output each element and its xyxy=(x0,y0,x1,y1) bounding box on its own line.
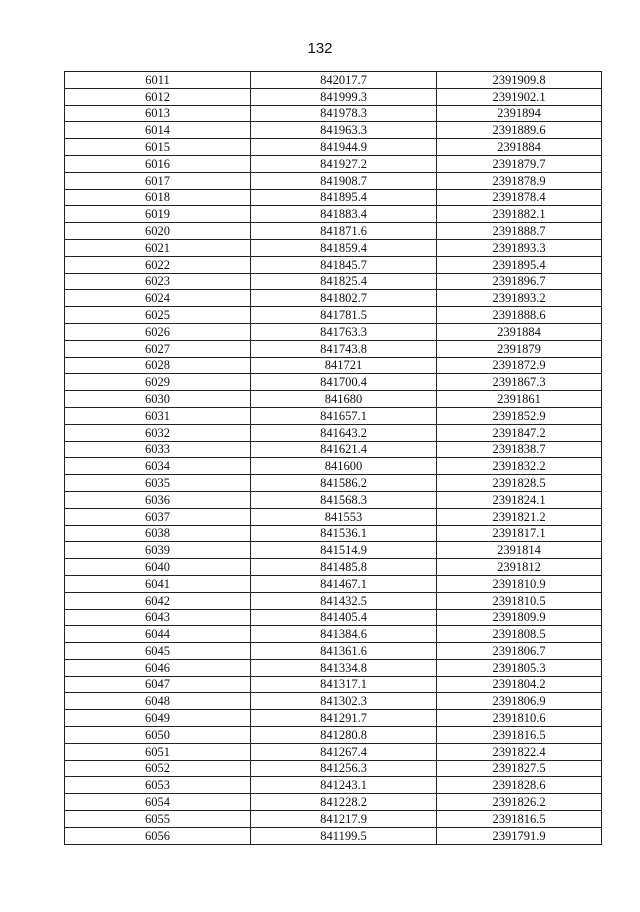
y-coordinate-cell: 2391838.7 xyxy=(437,441,602,458)
y-coordinate-cell: 2391828.5 xyxy=(437,475,602,492)
table-row xyxy=(65,88,602,105)
table-row xyxy=(65,542,602,559)
point-id-cell: 6014 xyxy=(65,122,251,139)
table-row xyxy=(65,374,602,391)
x-coordinate-cell: 841895.4 xyxy=(251,189,437,206)
point-id-cell: 6034 xyxy=(65,458,251,475)
table-row xyxy=(65,441,602,458)
table-row xyxy=(65,323,602,340)
x-coordinate-cell: 841291.7 xyxy=(251,710,437,727)
point-id-cell: 6049 xyxy=(65,710,251,727)
table-row xyxy=(65,592,602,609)
point-id-cell: 6017 xyxy=(65,172,251,189)
point-id-cell: 6035 xyxy=(65,475,251,492)
point-id-cell: 6021 xyxy=(65,239,251,256)
x-coordinate-cell: 841302.3 xyxy=(251,693,437,710)
x-coordinate-cell: 841514.9 xyxy=(251,542,437,559)
table-row xyxy=(65,391,602,408)
x-coordinate-cell: 841802.7 xyxy=(251,290,437,307)
y-coordinate-cell: 2391817.1 xyxy=(437,525,602,542)
x-coordinate-cell: 841361.6 xyxy=(251,643,437,660)
table-row xyxy=(65,139,602,156)
x-coordinate-cell: 841256.3 xyxy=(251,760,437,777)
x-coordinate-cell: 841680 xyxy=(251,391,437,408)
x-coordinate-cell: 841199.5 xyxy=(251,827,437,844)
table-row xyxy=(65,693,602,710)
x-coordinate-cell: 841405.4 xyxy=(251,609,437,626)
x-coordinate-cell: 841568.3 xyxy=(251,491,437,508)
x-coordinate-cell: 841432.5 xyxy=(251,592,437,609)
table-row xyxy=(65,72,602,89)
table-row xyxy=(65,122,602,139)
x-coordinate-cell: 841384.6 xyxy=(251,626,437,643)
table-row xyxy=(65,189,602,206)
point-id-cell: 6027 xyxy=(65,340,251,357)
point-id-cell: 6048 xyxy=(65,693,251,710)
x-coordinate-cell: 841825.4 xyxy=(251,273,437,290)
table-row xyxy=(65,559,602,576)
y-coordinate-cell: 2391879 xyxy=(437,340,602,357)
table-row xyxy=(65,626,602,643)
y-coordinate-cell: 2391888.6 xyxy=(437,307,602,324)
point-id-cell: 6038 xyxy=(65,525,251,542)
y-coordinate-cell: 2391872.9 xyxy=(437,357,602,374)
y-coordinate-cell: 2391895.4 xyxy=(437,256,602,273)
x-coordinate-cell: 841317.1 xyxy=(251,676,437,693)
point-id-cell: 6018 xyxy=(65,189,251,206)
point-id-cell: 6023 xyxy=(65,273,251,290)
y-coordinate-cell: 2391822.4 xyxy=(437,743,602,760)
table-row xyxy=(65,357,602,374)
y-coordinate-cell: 2391810.9 xyxy=(437,575,602,592)
table-row xyxy=(65,172,602,189)
point-id-cell: 6046 xyxy=(65,659,251,676)
point-id-cell: 6031 xyxy=(65,407,251,424)
point-id-cell: 6055 xyxy=(65,811,251,828)
table-row xyxy=(65,340,602,357)
x-coordinate-cell: 841781.5 xyxy=(251,307,437,324)
x-coordinate-cell: 841334.8 xyxy=(251,659,437,676)
x-coordinate-cell: 841553 xyxy=(251,508,437,525)
table-row xyxy=(65,256,602,273)
point-id-cell: 6051 xyxy=(65,743,251,760)
point-id-cell: 6045 xyxy=(65,643,251,660)
x-coordinate-cell: 841871.6 xyxy=(251,223,437,240)
y-coordinate-cell: 2391867.3 xyxy=(437,374,602,391)
table-row xyxy=(65,575,602,592)
x-coordinate-cell: 841883.4 xyxy=(251,206,437,223)
table-row xyxy=(65,827,602,844)
y-coordinate-cell: 2391832.2 xyxy=(437,458,602,475)
table-row xyxy=(65,206,602,223)
table-row xyxy=(65,155,602,172)
x-coordinate-cell: 841999.3 xyxy=(251,88,437,105)
x-coordinate-cell: 841217.9 xyxy=(251,811,437,828)
table-row xyxy=(65,710,602,727)
table-row xyxy=(65,407,602,424)
x-coordinate-cell: 841978.3 xyxy=(251,105,437,122)
table-row xyxy=(65,727,602,744)
x-coordinate-cell: 841267.4 xyxy=(251,743,437,760)
table-body xyxy=(65,72,602,845)
point-id-cell: 6053 xyxy=(65,777,251,794)
y-coordinate-cell: 2391828.6 xyxy=(437,777,602,794)
y-coordinate-cell: 2391810.6 xyxy=(437,710,602,727)
point-id-cell: 6024 xyxy=(65,290,251,307)
x-coordinate-cell: 841485.8 xyxy=(251,559,437,576)
point-id-cell: 6050 xyxy=(65,727,251,744)
table-row xyxy=(65,743,602,760)
y-coordinate-cell: 2391861 xyxy=(437,391,602,408)
y-coordinate-cell: 2391882.1 xyxy=(437,206,602,223)
table-row xyxy=(65,643,602,660)
x-coordinate-cell: 841743.8 xyxy=(251,340,437,357)
point-id-cell: 6028 xyxy=(65,357,251,374)
table-row xyxy=(65,307,602,324)
x-coordinate-cell: 841228.2 xyxy=(251,794,437,811)
y-coordinate-cell: 2391884 xyxy=(437,139,602,156)
y-coordinate-cell: 2391791.9 xyxy=(437,827,602,844)
x-coordinate-cell: 841927.2 xyxy=(251,155,437,172)
point-id-cell: 6025 xyxy=(65,307,251,324)
y-coordinate-cell: 2391847.2 xyxy=(437,424,602,441)
point-id-cell: 6020 xyxy=(65,223,251,240)
point-id-cell: 6037 xyxy=(65,508,251,525)
table-row xyxy=(65,508,602,525)
y-coordinate-cell: 2391816.5 xyxy=(437,811,602,828)
y-coordinate-cell: 2391909.8 xyxy=(437,72,602,89)
point-id-cell: 6054 xyxy=(65,794,251,811)
table-row xyxy=(65,223,602,240)
table-row xyxy=(65,290,602,307)
point-id-cell: 6013 xyxy=(65,105,251,122)
x-coordinate-cell: 841243.1 xyxy=(251,777,437,794)
y-coordinate-cell: 2391826.2 xyxy=(437,794,602,811)
x-coordinate-cell: 841859.4 xyxy=(251,239,437,256)
point-id-cell: 6033 xyxy=(65,441,251,458)
table-row xyxy=(65,811,602,828)
point-id-cell: 6011 xyxy=(65,72,251,89)
point-id-cell: 6044 xyxy=(65,626,251,643)
point-id-cell: 6019 xyxy=(65,206,251,223)
table-row xyxy=(65,105,602,122)
y-coordinate-cell: 2391896.7 xyxy=(437,273,602,290)
table-row xyxy=(65,777,602,794)
y-coordinate-cell: 2391888.7 xyxy=(437,223,602,240)
page-number: 132 xyxy=(307,40,333,57)
point-id-cell: 6041 xyxy=(65,575,251,592)
x-coordinate-cell: 841908.7 xyxy=(251,172,437,189)
point-id-cell: 6040 xyxy=(65,559,251,576)
point-id-cell: 6036 xyxy=(65,491,251,508)
y-coordinate-cell: 2391805.3 xyxy=(437,659,602,676)
y-coordinate-cell: 2391879.7 xyxy=(437,155,602,172)
y-coordinate-cell: 2391852.9 xyxy=(437,407,602,424)
y-coordinate-cell: 2391814 xyxy=(437,542,602,559)
point-id-cell: 6043 xyxy=(65,609,251,626)
y-coordinate-cell: 2391827.5 xyxy=(437,760,602,777)
x-coordinate-cell: 841280.8 xyxy=(251,727,437,744)
table-row xyxy=(65,239,602,256)
point-id-cell: 6029 xyxy=(65,374,251,391)
table-row xyxy=(65,424,602,441)
x-coordinate-cell: 841944.9 xyxy=(251,139,437,156)
table-row xyxy=(65,609,602,626)
coordinate-table xyxy=(64,71,602,845)
x-coordinate-cell: 841721 xyxy=(251,357,437,374)
x-coordinate-cell: 841657.1 xyxy=(251,407,437,424)
x-coordinate-cell: 842017.7 xyxy=(251,72,437,89)
y-coordinate-cell: 2391824.1 xyxy=(437,491,602,508)
x-coordinate-cell: 841643.2 xyxy=(251,424,437,441)
y-coordinate-cell: 2391893.3 xyxy=(437,239,602,256)
point-id-cell: 6016 xyxy=(65,155,251,172)
x-coordinate-cell: 841586.2 xyxy=(251,475,437,492)
y-coordinate-cell: 2391809.9 xyxy=(437,609,602,626)
x-coordinate-cell: 841600 xyxy=(251,458,437,475)
x-coordinate-cell: 841763.3 xyxy=(251,323,437,340)
y-coordinate-cell: 2391894 xyxy=(437,105,602,122)
y-coordinate-cell: 2391812 xyxy=(437,559,602,576)
point-id-cell: 6039 xyxy=(65,542,251,559)
point-id-cell: 6042 xyxy=(65,592,251,609)
table-row xyxy=(65,794,602,811)
x-coordinate-cell: 841845.7 xyxy=(251,256,437,273)
point-id-cell: 6056 xyxy=(65,827,251,844)
table-row xyxy=(65,491,602,508)
table-row xyxy=(65,525,602,542)
point-id-cell: 6030 xyxy=(65,391,251,408)
table-row xyxy=(65,458,602,475)
x-coordinate-cell: 841963.3 xyxy=(251,122,437,139)
y-coordinate-cell: 2391806.9 xyxy=(437,693,602,710)
table-row xyxy=(65,659,602,676)
point-id-cell: 6022 xyxy=(65,256,251,273)
table-row xyxy=(65,475,602,492)
x-coordinate-cell: 841621.4 xyxy=(251,441,437,458)
y-coordinate-cell: 2391806.7 xyxy=(437,643,602,660)
point-id-cell: 6015 xyxy=(65,139,251,156)
y-coordinate-cell: 2391810.5 xyxy=(437,592,602,609)
y-coordinate-cell: 2391804.2 xyxy=(437,676,602,693)
y-coordinate-cell: 2391878.4 xyxy=(437,189,602,206)
point-id-cell: 6026 xyxy=(65,323,251,340)
y-coordinate-cell: 2391893.2 xyxy=(437,290,602,307)
y-coordinate-cell: 2391902.1 xyxy=(437,88,602,105)
point-id-cell: 6052 xyxy=(65,760,251,777)
y-coordinate-cell: 2391878.9 xyxy=(437,172,602,189)
point-id-cell: 6047 xyxy=(65,676,251,693)
y-coordinate-cell: 2391821.2 xyxy=(437,508,602,525)
x-coordinate-cell: 841536.1 xyxy=(251,525,437,542)
point-id-cell: 6032 xyxy=(65,424,251,441)
x-coordinate-cell: 841467.1 xyxy=(251,575,437,592)
y-coordinate-cell: 2391889.6 xyxy=(437,122,602,139)
y-coordinate-cell: 2391816.5 xyxy=(437,727,602,744)
point-id-cell: 6012 xyxy=(65,88,251,105)
table-row xyxy=(65,273,602,290)
table-row xyxy=(65,760,602,777)
x-coordinate-cell: 841700.4 xyxy=(251,374,437,391)
table-row xyxy=(65,676,602,693)
y-coordinate-cell: 2391808.5 xyxy=(437,626,602,643)
y-coordinate-cell: 2391884 xyxy=(437,323,602,340)
